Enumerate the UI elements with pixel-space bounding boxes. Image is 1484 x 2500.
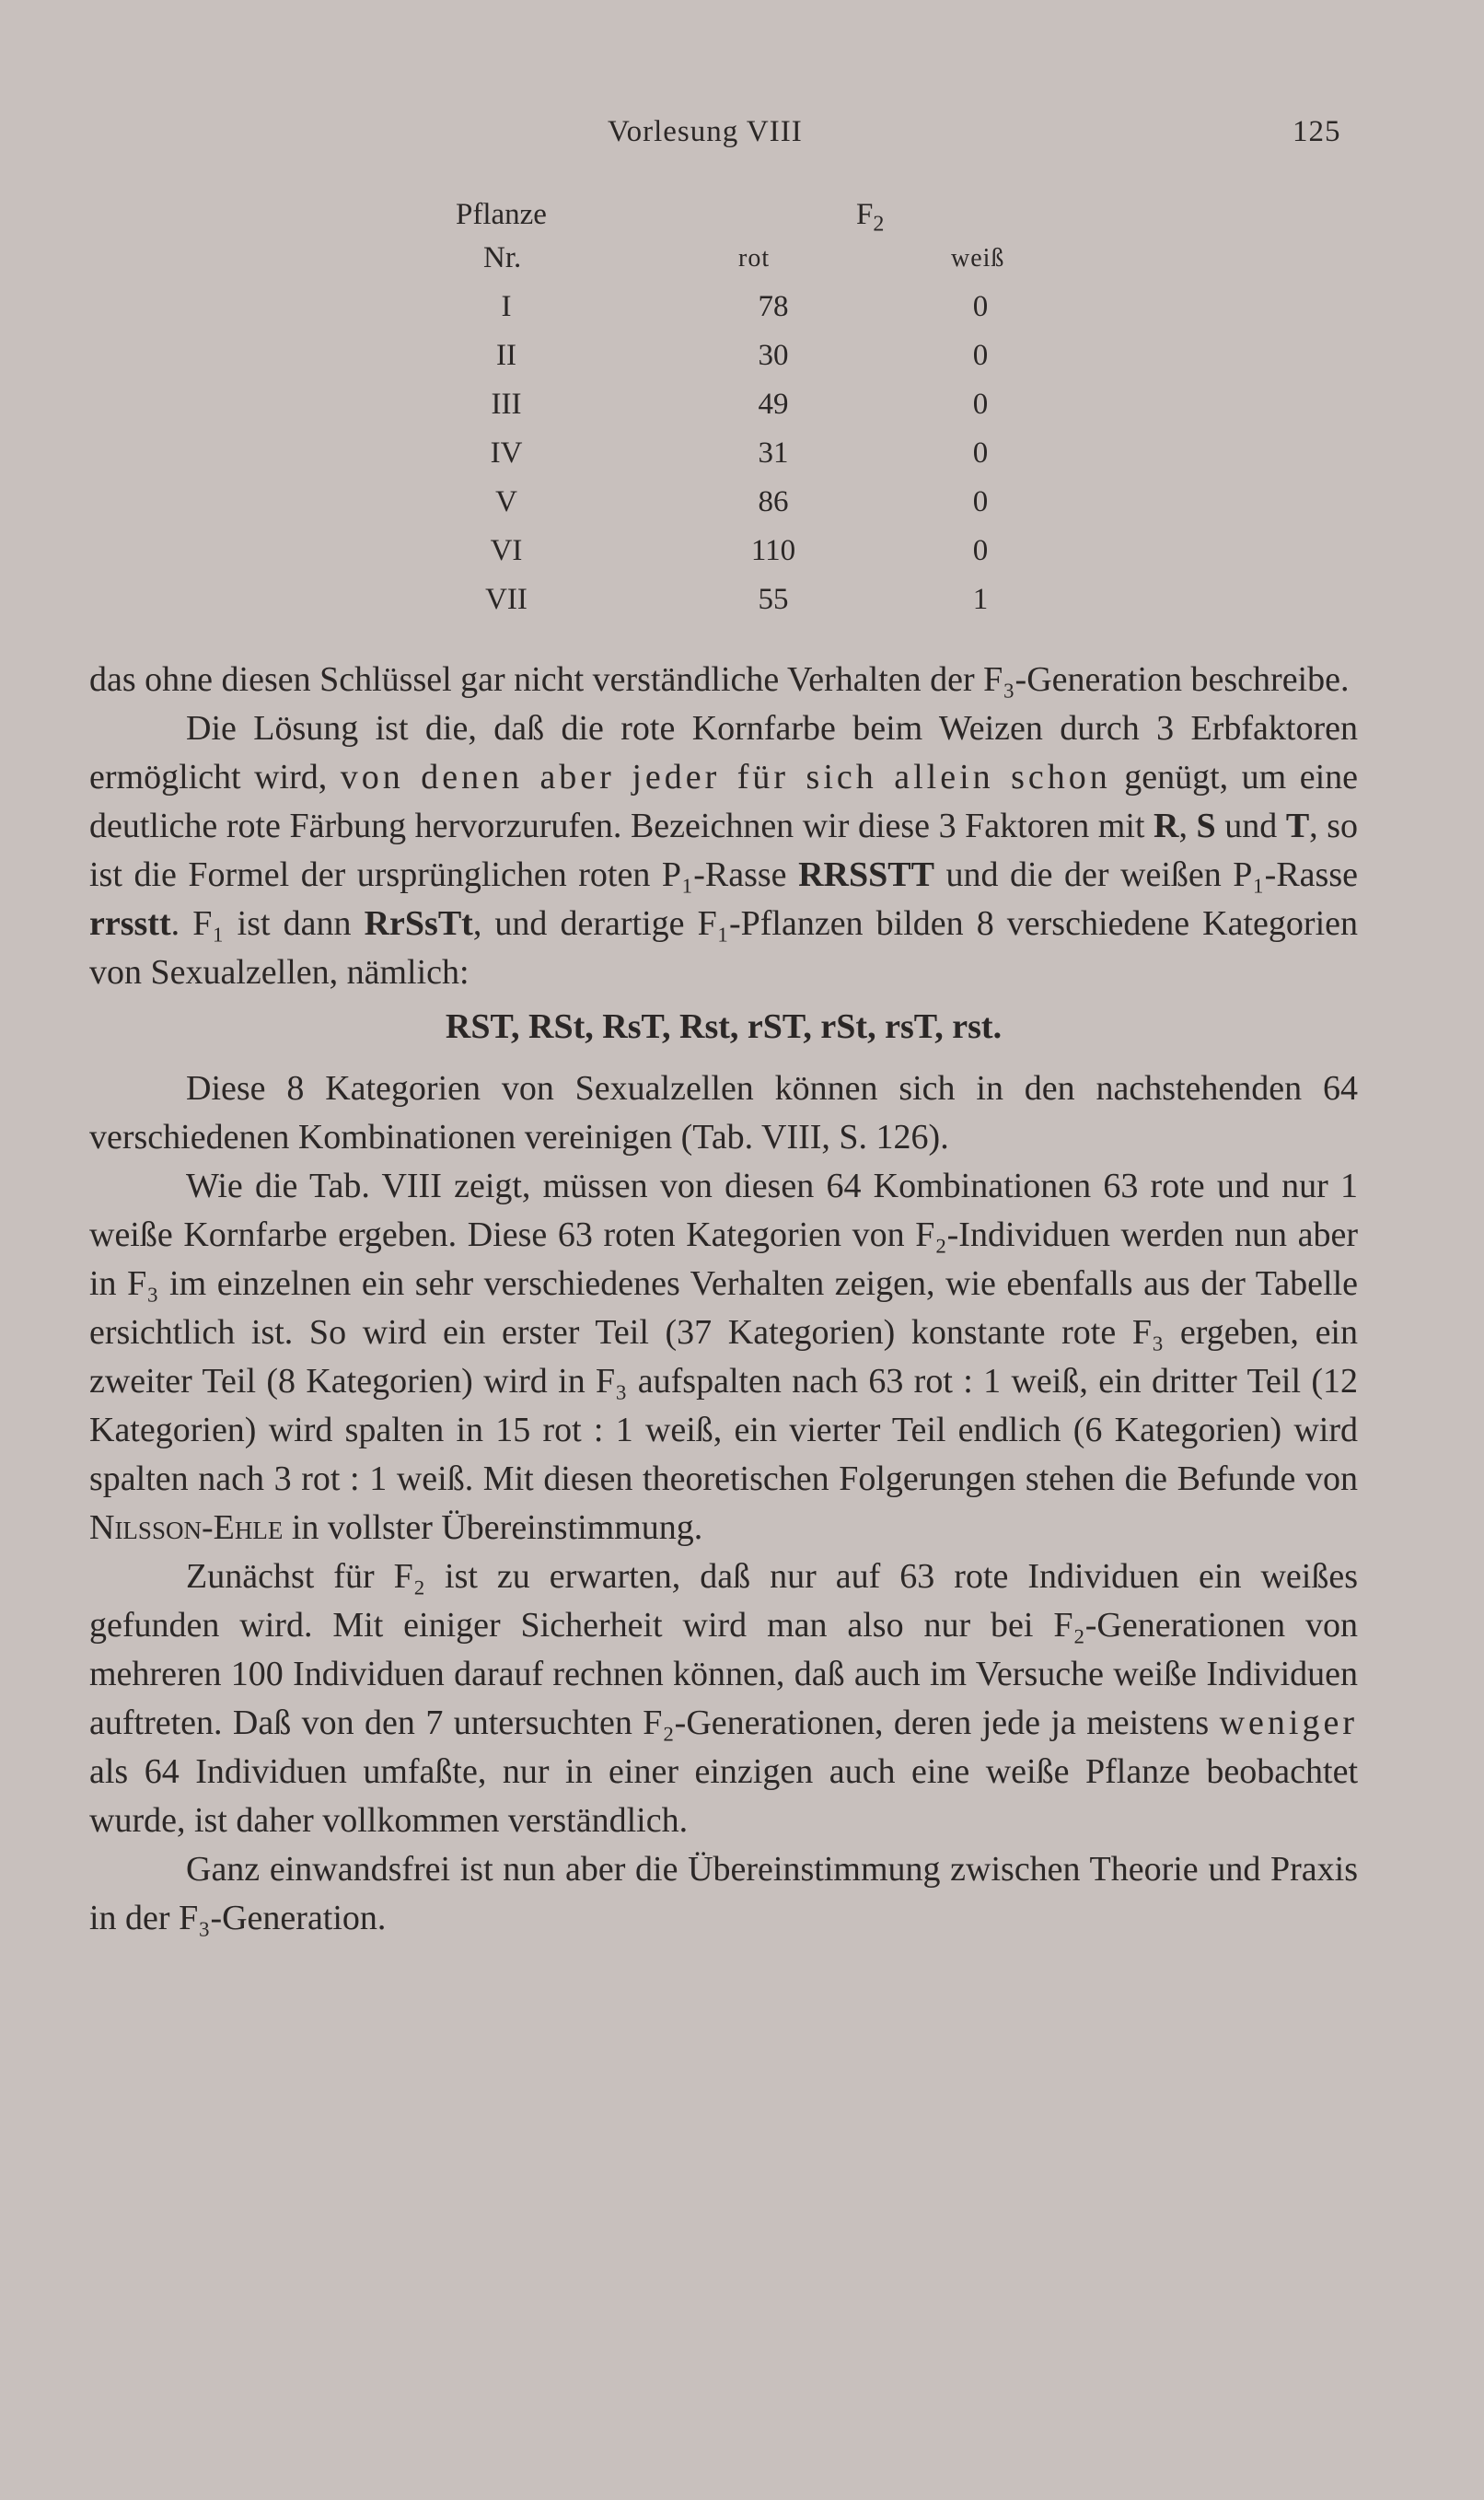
- col-header-rot: rot: [738, 244, 771, 273]
- table-row: V 86 0: [495, 485, 989, 518]
- gamete-categories: RST, RSt, RsT, Rst, rST, rSt, rsT, rst.: [445, 1007, 1003, 1046]
- page-number: 125: [1293, 115, 1341, 148]
- author-name: Nilsson-Ehle: [89, 1508, 284, 1547]
- body-text: [89, 656, 1358, 1943]
- running-head: [0, 115, 1484, 157]
- table-row: I 78 0: [501, 290, 989, 323]
- table-row: VII 55 1: [485, 583, 989, 616]
- paragraph: Diese 8 Kategorien von Sexualzellen können sich in den nachstehenden 64 verschiedenen Kombinationen vereinigen (Tab. VIII, S. 126).: [89, 1069, 1358, 1157]
- col-header-pflanze: Pflanze: [456, 198, 547, 231]
- table-row: IV 31 0: [490, 436, 989, 470]
- paragraph: Die Lösung ist die, daß die rote Kornfarbe beim Weizen durch 3 Erbfaktoren ermöglicht wird, von denen aber jeder für sich allein schon genügt, um eine deutliche rote Färbung hervorzurufen. Bezeichnen wir diese 3 Faktoren mit R, S und T, so ist die Formel der ursprünglichen roten P₁-Rasse RRSSTT und die der weißen P₁-Rasse rrsstt. F₁ ist dann RrSsTt, und derartige F₁-Pflanzen bilden 8 verschiedene Kategorien von Sexualzellen, nämlich:: [89, 709, 1359, 992]
- paragraph: Wie die Tab. VIII zeigt, müssen von diesen 64 Kombinationen 63 rote und nur 1 weiße Kornfarbe ergeben. Diese 63 roten Kategorien von F₂-Individuen werden nun aber in F₃ im einzelnen ein sehr verschiedenes Verhalten zeigen, wie ebenfalls aus der Tabelle ersichtlich ist. So wird ein erster Teil (37 Kategorien) konstante rote F₃ ergeben, ein zweiter Teil (8 Kategorien) wird in F₃ aufspalten nach 63 rot : 1 weiß, ein dritter Teil (12 Kategorien) wird spalten in 15 rot : 1 weiß, ein vierter Teil endlich (6 Kategorien) wird spalten nach 3 rot : 1 weiß. Mit diesen theoretischen Folgerungen stehen die Befunde von Nilsson-Ehle in vollster Übereinstimmung.: [89, 1167, 1358, 1547]
- table-row: II 30 0: [496, 339, 989, 372]
- table-row: VI 110 0: [490, 534, 989, 567]
- table-row: III 49 0: [491, 388, 989, 421]
- col-header-nr: Nr.: [483, 241, 522, 274]
- col-header-generation: $F_2$: [856, 198, 885, 237]
- paragraph: das ohne diesen Schlüssel gar nicht verständliche Verhalten der F₃-Generation beschreibe.: [89, 660, 1350, 699]
- running-title: Vorlesung VIII: [608, 115, 803, 148]
- paragraph: Zunächst für F₂ ist zu erwarten, daß nur auf 63 rote Individuen ein weißes gefunden wird. Mit einiger Sicherheit wird man also nur bei F₂-Generationen von mehreren 100 Individuen darauf rechnen können, daß auch im Versuche weiße Individuen auftreten. Daß von den 7 untersuchten F₂-Generationen, deren jede ja meistens weniger als 64 Individuen umfaßte, nur in einer einzigen auch eine weiße Pflanze beobachtet wurde, ist daher vollkommen verständlich.: [89, 1557, 1358, 1840]
- paragraph: Ganz einwandsfrei ist nun aber die Übereinstimmung zwischen Theorie und Praxis in der F₃-Generation.: [89, 1850, 1358, 1937]
- col-header-weiss: weiß: [951, 244, 1005, 273]
